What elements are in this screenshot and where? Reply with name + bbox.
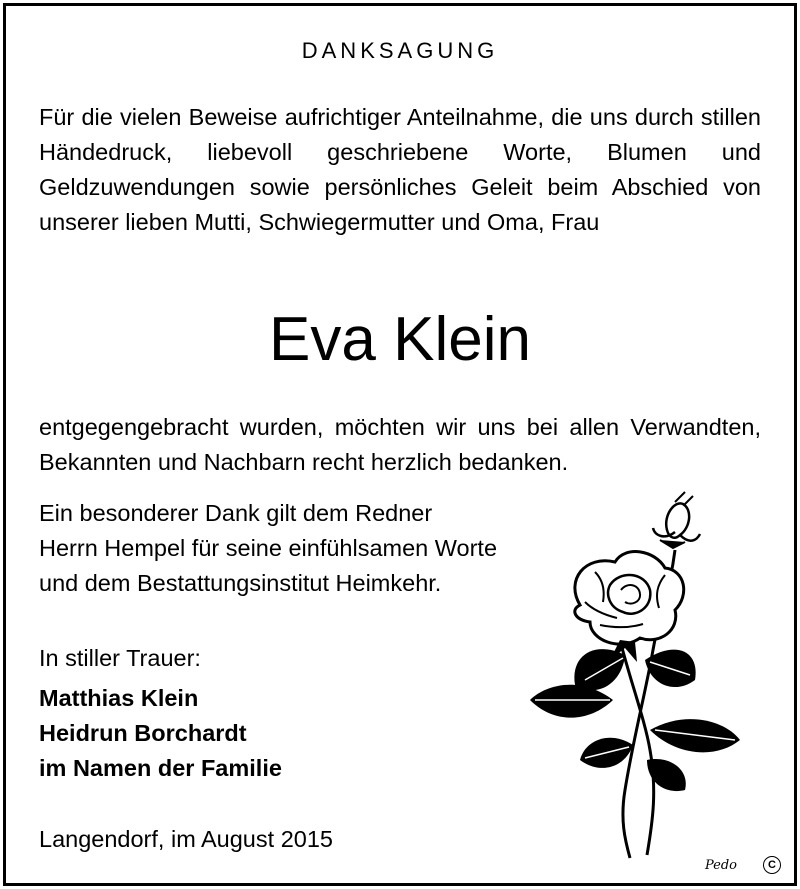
notice-heading: DANKSAGUNG [301,38,499,63]
intro-paragraph: Für die vielen Beweise aufrichtiger Anteilnahme, die uns durch stillen Händedruck, liebevoll geschriebene Worte, Blumen und Geldzuwendungen sowie persönliches Geleit beim Abschied von unserer lieben Mutti, Schwiegermutter und Oma, Frau [39,104,761,235]
copyright-icon: C [763,856,781,874]
special-thanks-line: und dem Bestattungsinstitut Heimkehr. [39,570,442,596]
signer-name: Heidrun Borchardt [39,720,247,746]
place-date: Langendorf, im August 2015 [39,826,333,852]
signers-list [39,681,282,786]
signer-name: im Namen der Familie [39,755,282,781]
artist-signature: Pedo [705,858,738,873]
special-thanks-line: Ein besonderer Dank gilt dem Redner [39,500,433,526]
thanks-paragraph: entgegengebracht wurden, möchten wir uns bei allen Verwandten, Bekannten und Nachbarn recht herzlich bedanken. [39,414,761,475]
signer-name: Matthias Klein [39,685,199,711]
special-thanks-line: Herrn Hempel für seine einfühlsamen Worte [39,535,498,561]
rose-icon [525,490,765,860]
mourning-label: In stiller Trauer: [39,645,201,671]
deceased-name: Eva Klein [269,305,531,374]
